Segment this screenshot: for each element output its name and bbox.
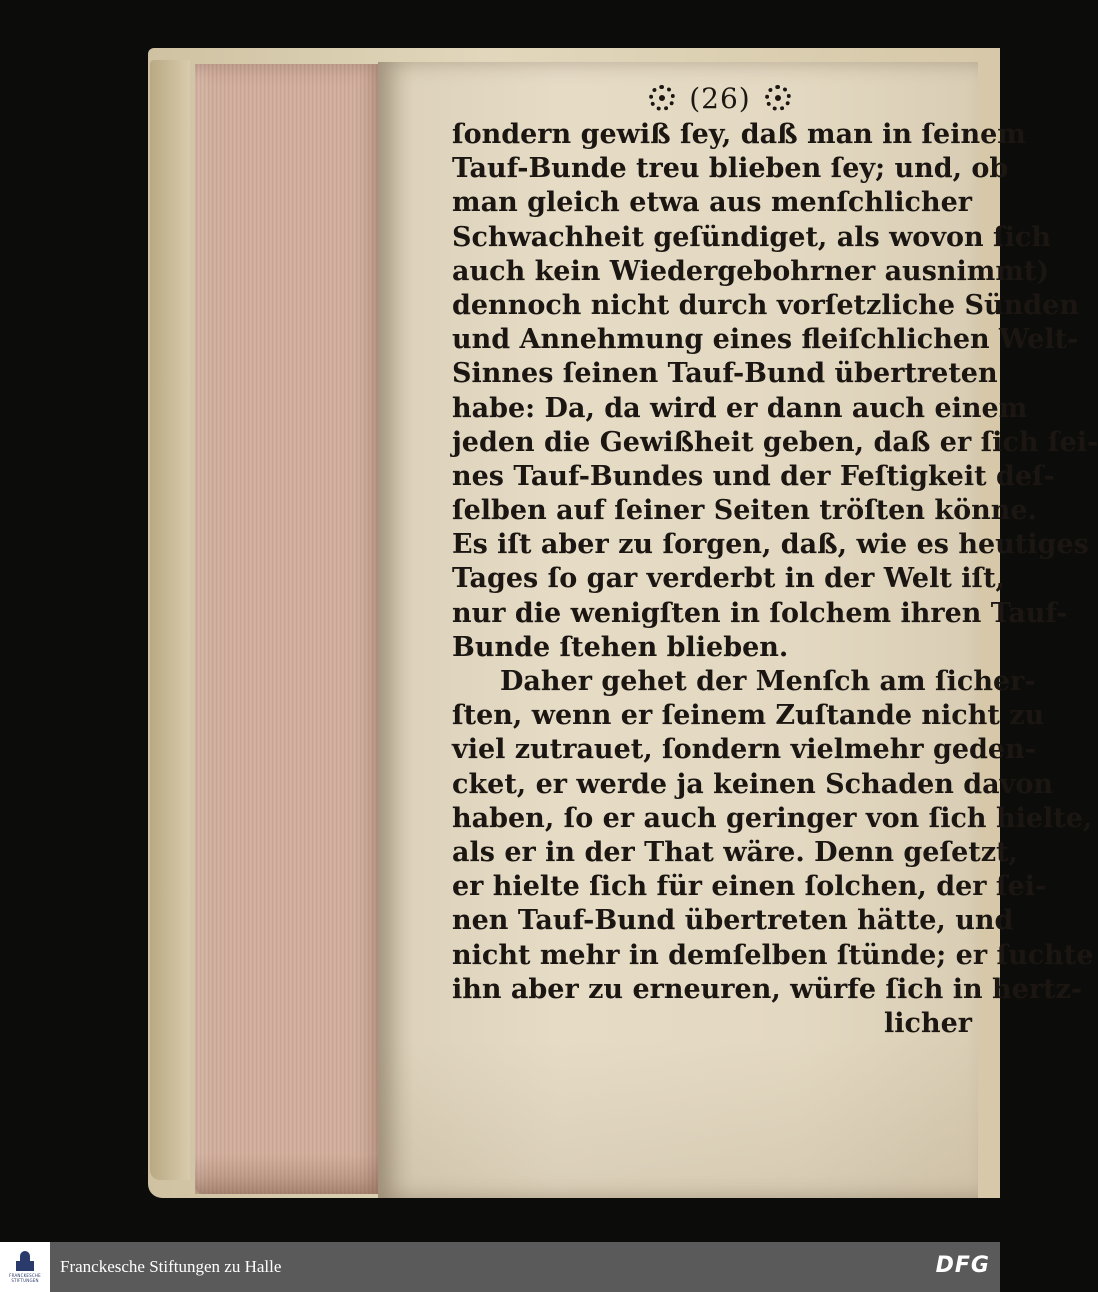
text-line: er hielte ſich für einen ſolchen, der ſei- (452, 871, 1047, 903)
text-line: Schwachheit geſündiget, als wovon ſich (452, 221, 1051, 253)
text-line: cket, er werde ja keinen Schaden davon (452, 768, 1054, 800)
text-line: Bunde ſtehen blieben. (452, 631, 789, 663)
text-line: nur die wenigſten in ſolchem ihren Tauf- (452, 597, 1068, 629)
text-line: haben, ſo er auch geringer von ſich hielte, (452, 802, 1093, 834)
text-line: jeden die Gewißheit geben, daß er ſich ſei- (452, 426, 1098, 458)
text-line: Tages ſo gar verderbt in der Welt iſt, (452, 563, 1005, 595)
text-line: ſelben auf ſeiner Seiten tröſten könne. (452, 495, 1037, 527)
footer-bar (0, 1242, 1000, 1292)
page-number: (26) (689, 81, 751, 115)
institution-logo[interactable] (0, 1242, 50, 1292)
text-line: nes Tauf-Bundes und der Feſtigkeit deſ- (452, 460, 1055, 492)
text-line: ſondern gewiß ſey, daß man in ſeinem (452, 119, 1026, 150)
text-line: ihn aber zu erneuren, würfe ſich in hertz- (452, 973, 1083, 1005)
page-text (452, 118, 1098, 1041)
text-line: dennoch nicht durch vorſetzliche Sünden (452, 289, 1079, 321)
footer-title: Franckesche Stiftungen zu Halle (60, 1257, 282, 1276)
page-header (600, 78, 840, 118)
text-line: als er in der That wäre. Denn geſetzt, (452, 836, 1018, 868)
page-shadow (378, 1040, 978, 1198)
text-line: nen Tauf-Bund übertreten hätte, und (452, 905, 1014, 937)
text-line: Tauf-Bunde treu blieben ſey; und, ob (452, 153, 1009, 185)
ornament-right-icon (765, 85, 791, 111)
text-line: habe: Da, da wird er dann auch einem (452, 392, 1028, 424)
ornament-left-icon (649, 85, 675, 111)
catchword: licher (884, 1007, 972, 1039)
text-line: man gleich etwa aus menſchlicher (452, 187, 972, 219)
cover-edge (150, 60, 190, 1180)
text-line: Sinnes ſeinen Tauf-Bund übertreten (452, 358, 998, 390)
text-line: viel zutrauet, ſondern vielmehr geden- (452, 734, 1036, 766)
text-line: Es iſt aber zu ſorgen, daß, wie es heutiges (452, 529, 1089, 561)
text-line: Daher gehet der Menſch am ſicher- (500, 666, 1036, 697)
logo-text: FRANCKESCHE STIFTUNGEN (9, 1273, 41, 1283)
text-line: ſten, wenn er ſeinem Zuſtande nicht zu (452, 700, 1045, 732)
text-line: auch kein Wiedergebohrner ausnimmt) (452, 255, 1050, 287)
text-line: nicht mehr in demſelben ſtünde; er ſuchte (452, 939, 1094, 971)
text-line: und Annehmung eines fleiſchlichen Welt- (452, 324, 1079, 356)
page-edges (195, 64, 385, 1194)
orphanage-building-icon (16, 1251, 34, 1271)
dfg-logo[interactable]: DFG (935, 1253, 990, 1278)
